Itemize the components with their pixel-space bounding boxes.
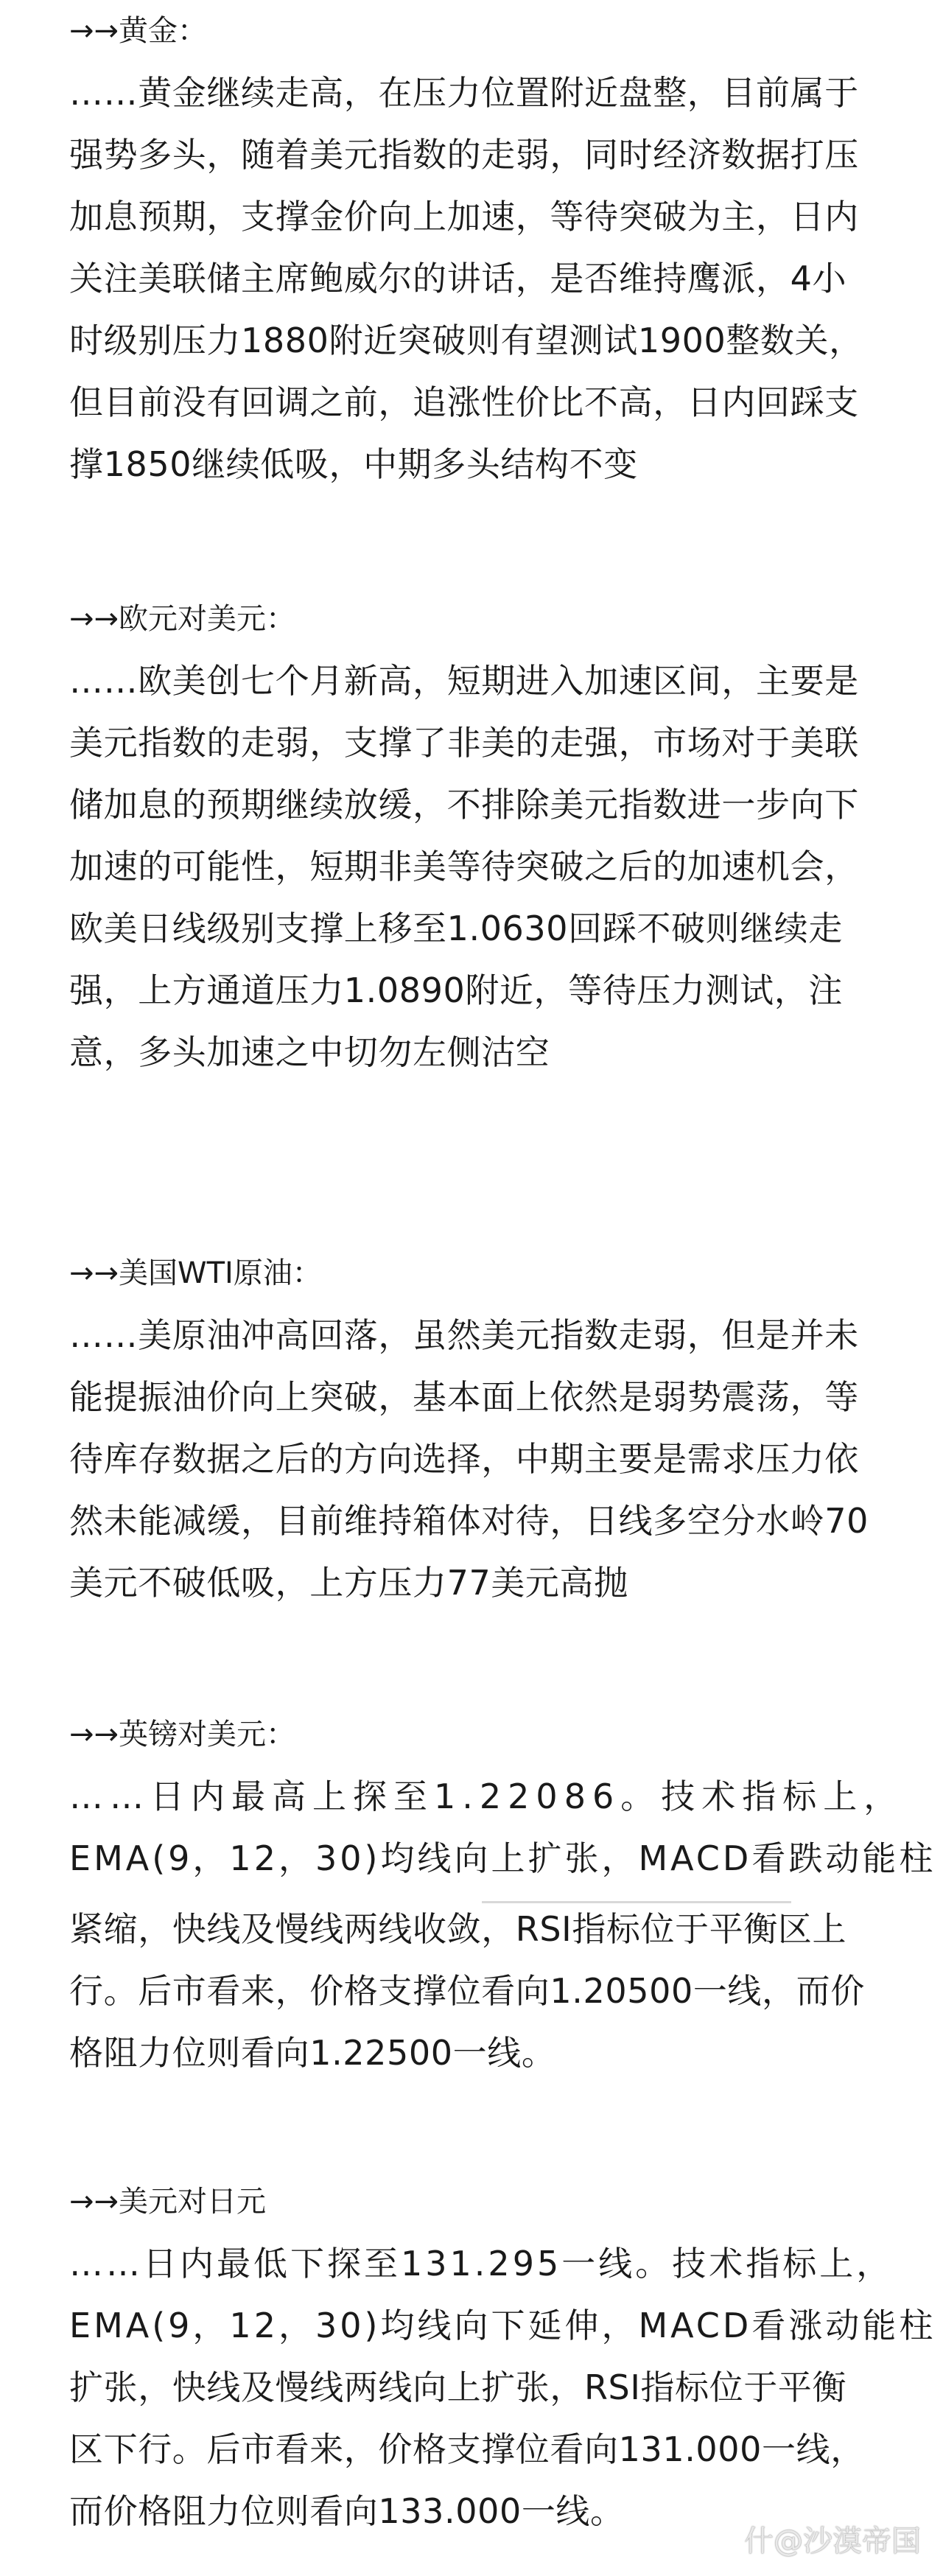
paragraph-line: ……日内最低下探至131.295一线。技术指标上， xyxy=(69,2244,894,2283)
section-gbpusd xyxy=(69,1704,936,2084)
paragraph-line: 美元指数的走弱，支撑了非美的走强，市场对于美联 xyxy=(69,723,859,763)
paragraph-line: 强势多头，随着美元指数的走弱，同时经济数据打压 xyxy=(69,135,859,175)
paragraph-line: ……黄金继续走高，在压力位置附近盘整，目前属于 xyxy=(69,73,859,113)
section-eurusd xyxy=(69,588,859,1083)
paragraph-line: ……美原油冲高回落，虽然美元指数走弱，但是并未 xyxy=(69,1315,859,1355)
paragraph-line: 紧缩，快线及慢线两线收敛，RSI指标位于平衡区上 xyxy=(69,1909,847,1949)
paragraph-line: 能提振油价向上突破，基本面上依然是弱势震荡，等 xyxy=(69,1377,859,1417)
paragraph-line: 但目前没有回调之前，追涨性价比不高，日内回踩支 xyxy=(69,382,859,422)
paragraph-line: 然未能减缓，目前维持箱体对待，日线多空分水岭70 xyxy=(69,1501,869,1541)
section-wti xyxy=(69,1242,869,1614)
paragraph-line: 撑1850继续低吸，中期多头结构不变 xyxy=(69,444,638,484)
paragraph-line: ……欧美创七个月新高，短期进入加速区间，主要是 xyxy=(69,661,859,701)
paragraph-line: EMA(9，12，30)均线向下延伸，MACD看涨动能柱 xyxy=(69,2306,936,2345)
paragraph-line: 而价格阻力位则看向133.000一线。 xyxy=(69,2491,625,2531)
section-title: →→欧元对美元： xyxy=(69,602,296,636)
paragraph-line: 扩张，快线及慢线两线向上扩张，RSI指标位于平衡 xyxy=(69,2367,847,2407)
section-title: →→美元对日元 xyxy=(69,2185,267,2219)
paragraph-line: EMA(9，12，30)均线向上扩张，MACD看跌动能柱 xyxy=(69,1838,936,1878)
paragraph-line: 关注美联储主席鲍威尔的讲话，是否维持鹰派，4小 xyxy=(69,259,847,298)
paragraph-line: 格阻力位则看向1.22500一线。 xyxy=(69,2033,556,2073)
paragraph-line: 意，多头加速之中切勿左侧沽空 xyxy=(69,1032,550,1072)
paragraph-line: 区下行。后市看来，价格支撑位看向131.000一线， xyxy=(69,2429,865,2469)
paragraph-line: ……日内最高上探至1.22086。技术指标上， xyxy=(69,1777,905,1816)
section-gold xyxy=(69,0,863,495)
divider-line xyxy=(482,1901,791,1903)
paragraph-line: 欧美日线级别支撑上移至1.0630回踩不破则继续走 xyxy=(69,909,843,948)
section-title: →→美国WTI原油： xyxy=(69,1256,322,1290)
paragraph-line: 美元不破低吸，上方压力77美元高抛 xyxy=(69,1563,628,1603)
section-usdjpy xyxy=(69,2171,936,2542)
section-title: →→黄金： xyxy=(69,14,208,48)
paragraph-line: 加速的可能性，短期非美等待突破之后的加速机会， xyxy=(69,847,859,886)
paragraph-line: 强，上方通道压力1.0890附近，等待压力测试，注 xyxy=(69,970,843,1010)
paragraph-line: 待库存数据之后的方向选择，中期主要是需求压力依 xyxy=(69,1439,859,1479)
watermark: 什@沙漠帝国 xyxy=(744,2524,921,2558)
paragraph-line: 储加息的预期继续放缓，不排除美元指数进一步向下 xyxy=(69,785,859,825)
paragraph-line: 加息预期，支撑金价向上加速，等待突破为主，日内 xyxy=(69,197,859,237)
paragraph-line: 行。后市看来，价格支撑位看向1.20500一线，而价 xyxy=(69,1971,865,2011)
section-title: →→英镑对美元： xyxy=(69,1718,296,1751)
paragraph-line: 时级别压力1880附近突破则有望测试1900整数关， xyxy=(69,321,863,360)
